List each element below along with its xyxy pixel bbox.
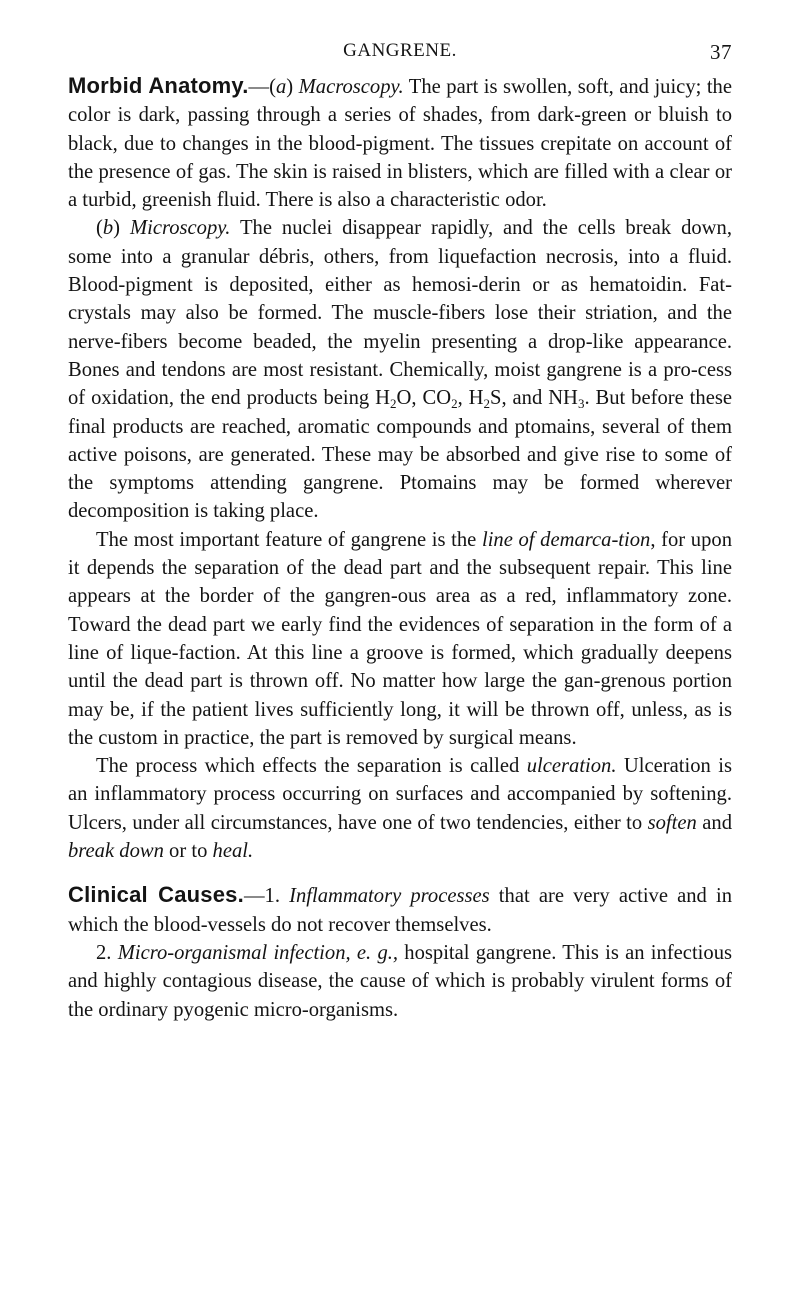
dash: —( [248, 76, 276, 98]
heal-term: heal. [212, 840, 254, 863]
macroscopy-label: Macroscopy. [298, 76, 404, 98]
ulceration-paragraph: The process which effects the separation is called ulceration. Ulceration is an inflammatory process occurring on surfaces and accompanied by softening. Ulcers, under all circumstances, have one of two tendencies, either to soften and break down or to heal. [68, 755, 733, 863]
morbid-anatomy-paragraph [68, 72, 732, 214]
formula-co2: $CO_2$, [422, 387, 469, 412]
microscopy-label: Microscopy. [129, 217, 231, 240]
microscopy-text-2: , and [501, 387, 549, 410]
demarcation-term: line of demarca-tion [481, 528, 651, 551]
page-number: 37 [710, 40, 732, 64]
ulceration-text-1: The process which effects the separation is called [96, 755, 527, 778]
demarcation-text-2: , for upon it depends the separation of the dead part and the subsequent repair. This line appears at the border of the gangren-ous area as a red, inflammatory zone. Toward the dead part we early find the evidences of separation in the form of a line of lique-faction. At this line a groove is formed, which gradually deepens until the dead part is thrown off. No matter how large the gan-grenous portion may be, if the patient lives sufficiently long, it will be thrown off, unless, as is the custom in practice, the part is removed by surgical means. [68, 528, 732, 749]
morbid-anatomy-heading: Morbid Anatomy. [68, 73, 249, 98]
microscopy-text-1: The nuclei disappear rapidly, and the cells break down, some into a granular débris, others, from liquefaction necrosis, into a fluid. Blood-pigment is deposited, either as hemosi-derin or as hematoidin. Fat-crystals may also be formed. The muscle-fibers lose their striation, and the nerve-fibers become beaded, the myelin presenting a drop-like appearance. Bones and tendons are most resistant. Chemically, moist gangrene is a pro-cess of oxidation, the end products being [68, 217, 732, 410]
running-title: GANGRENE. [343, 40, 457, 61]
ulceration-text-2: Ulceration is an inflammatory process occurring on surfaces and accompanied by softening. Ulcers, under all circumstances, have one of two tendencies, either to [68, 755, 732, 834]
item-letter-a: a [276, 76, 287, 98]
formula-nh3: $NH_3$ [548, 387, 585, 412]
clinical-item-1-number: —1. [243, 885, 290, 908]
clinical-causes-heading: Clinical Causes. [68, 882, 244, 908]
clinical-item-1-text: that are very active and in which the blood-vessels do not recover themselves. [68, 885, 732, 936]
microscopy-text-3: . But before these final products are reached, aromatic compounds and ptomains, several of them active poisons, are generated. These may be absorbed and give rise to some of the symptoms attending gangrene. Ptomains may be formed wherever decomposition is taking place. [68, 387, 732, 523]
clinical-item-2-label: Micro-organismal infection, e. g., [117, 941, 399, 964]
formula-h2s: $H_2S$ [468, 387, 502, 412]
macroscopy-text: The part is swollen, soft, and juicy; the color is dark, passing through a series of shades, from dark-green or bluish to black, due to changes in the blood-pigment. The tissues crepitate on account of the presence of gas. The skin is raised in blisters, which are filled with a clear or a turbid, greenish fluid. There is also a characteristic odor. [68, 76, 732, 212]
paren-close-a: ) [286, 76, 299, 98]
soften-term: soften [647, 811, 697, 834]
break-down-term: break down [68, 840, 164, 863]
clinical-item-2-text: hospital gangrene. This is an infectious and highly contagious disease, the cause of which is probably virulent forms of the ordinary pyogenic micro-organisms. [68, 941, 733, 1021]
section-gap [68, 865, 732, 881]
clinical-item-2-number: 2. [96, 941, 118, 964]
book-page [68, 40, 732, 1024]
paren-close-b: ) [113, 217, 130, 240]
clinical-item-2-paragraph [68, 939, 732, 1024]
clinical-item-1-label: Inflammatory processes [289, 885, 490, 908]
paren-open-b: ( [96, 217, 103, 240]
running-head [68, 40, 732, 72]
clinical-causes-paragraph [68, 881, 732, 939]
demarcation-paragraph [68, 526, 732, 752]
demarcation-text-1: The most important feature of gangrene is the [96, 528, 482, 551]
ulceration-term: ulceration. [526, 755, 617, 778]
item-letter-b: b [102, 217, 114, 240]
microscopy-paragraph [68, 214, 732, 525]
formula-h2o: $H_2O$, [375, 387, 423, 412]
